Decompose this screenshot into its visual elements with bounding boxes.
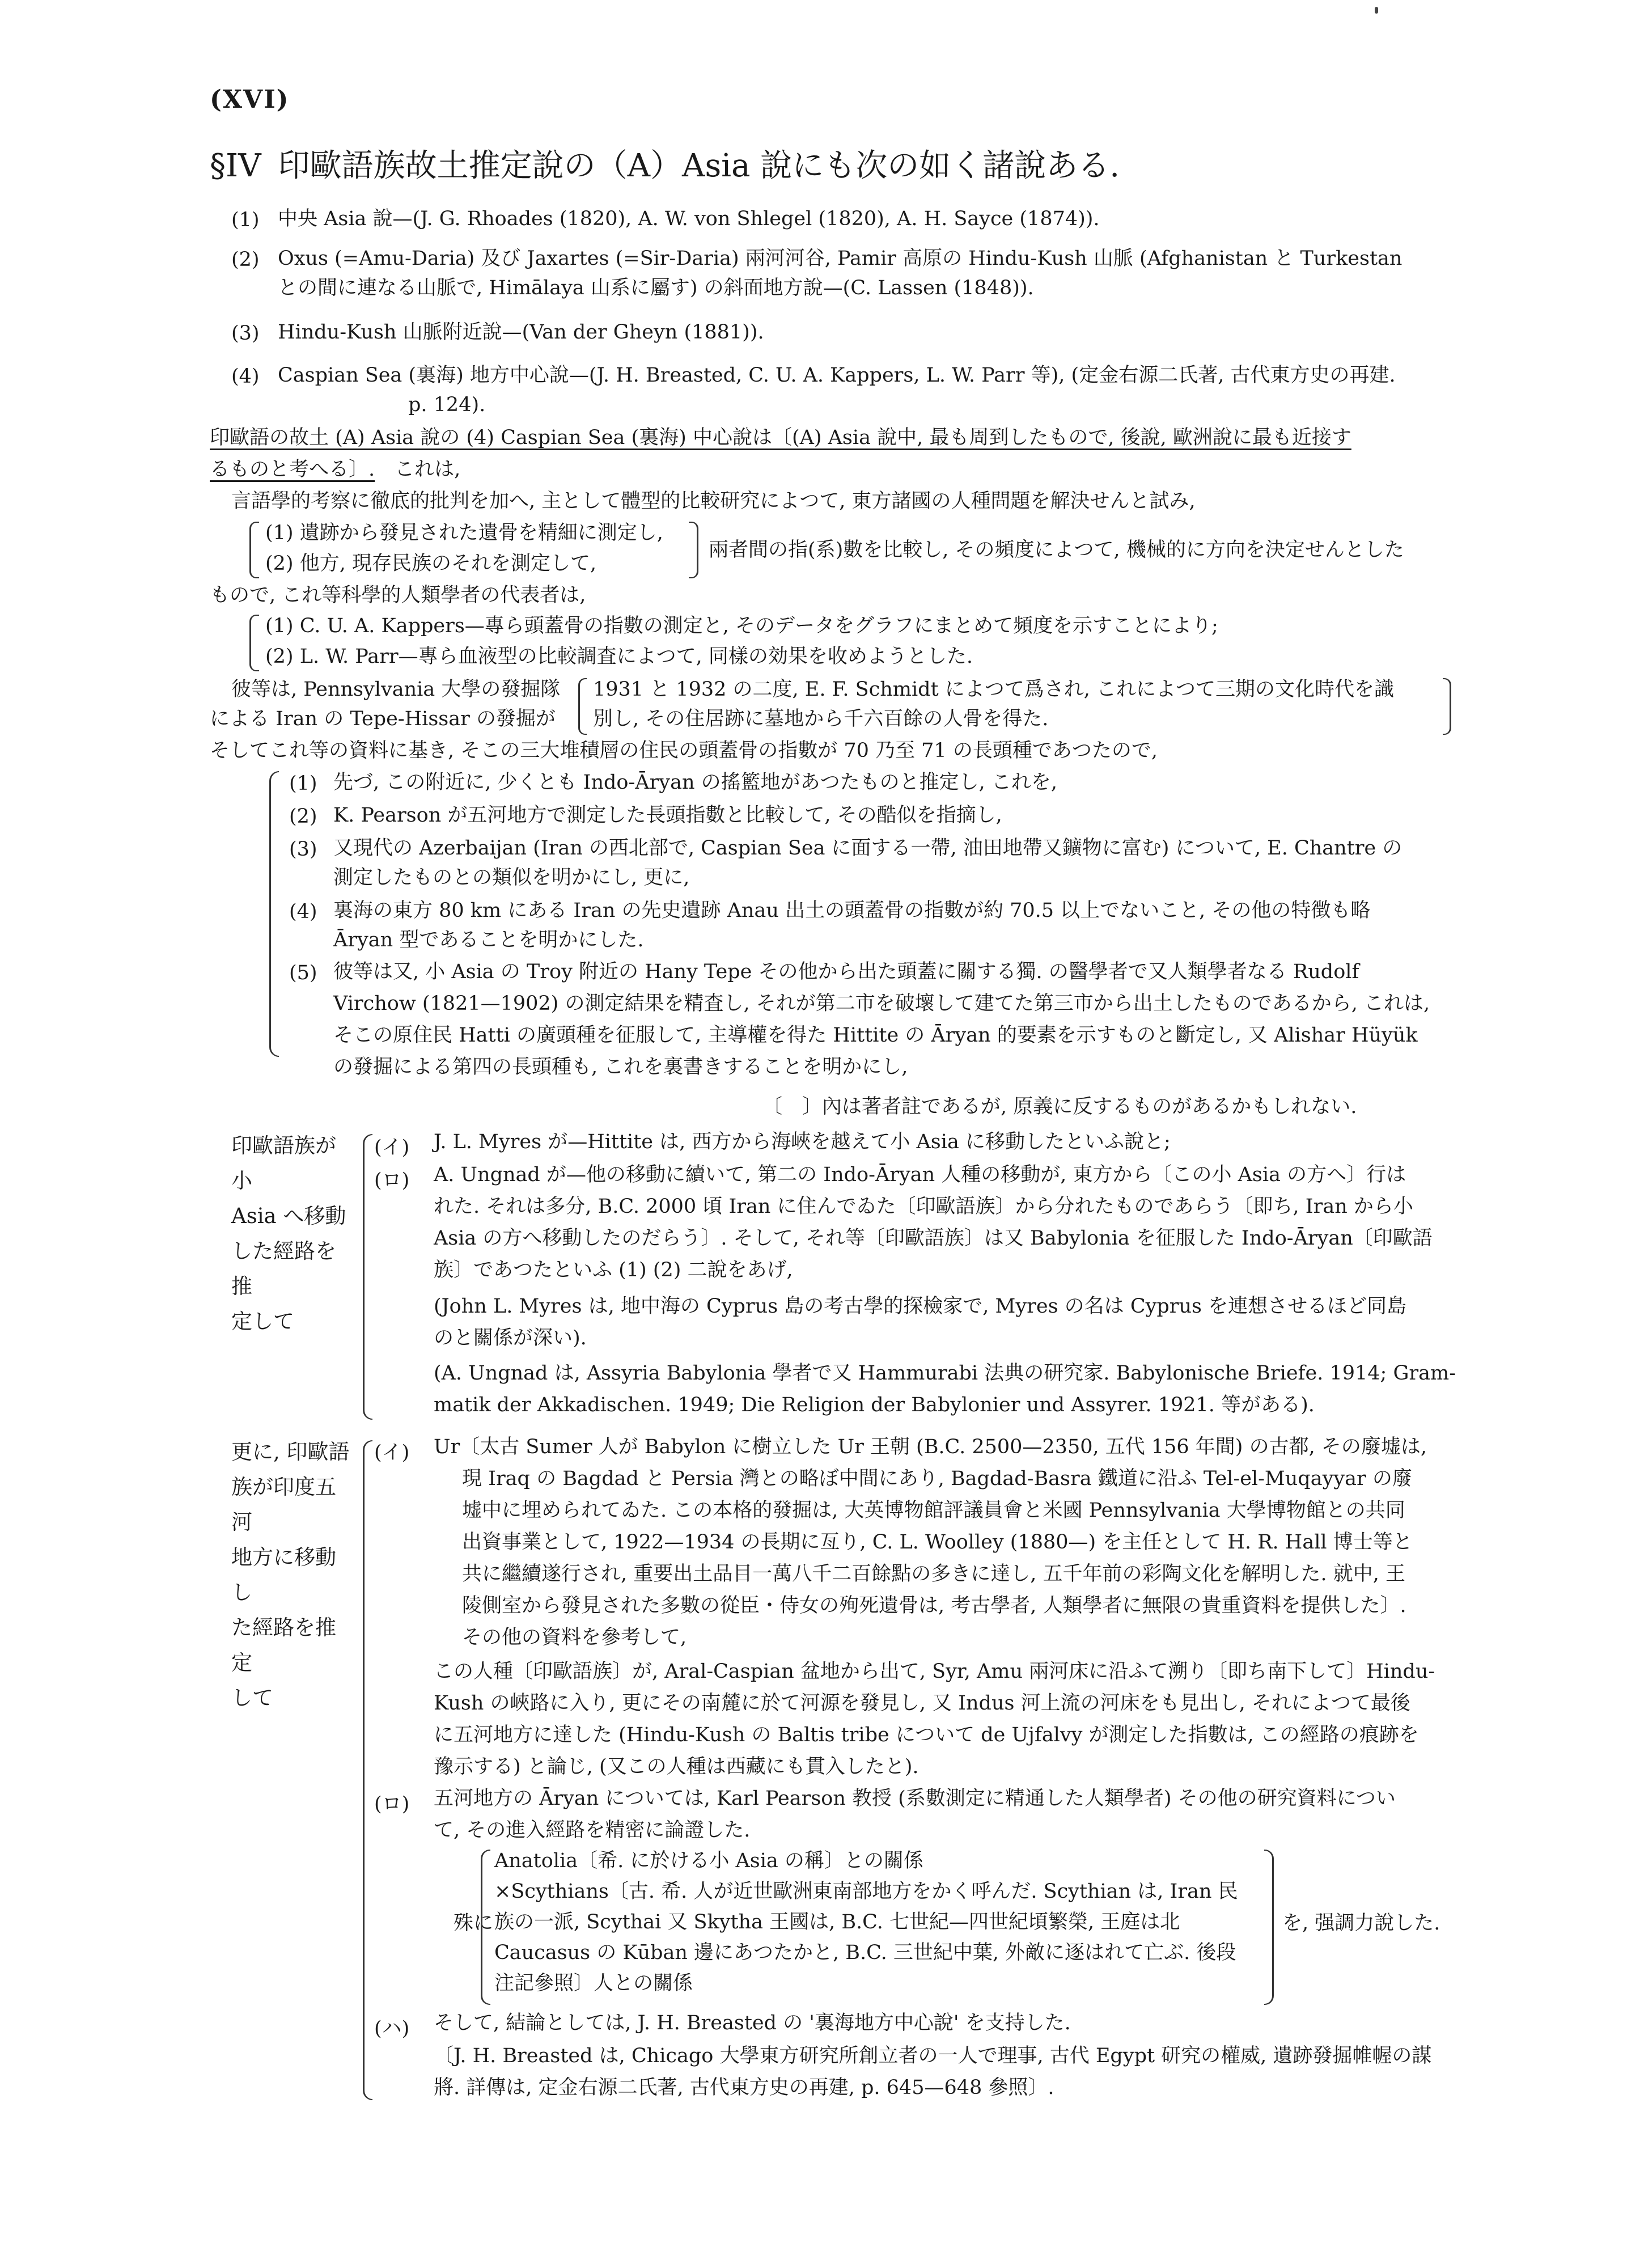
theory-number: (1) <box>231 209 260 231</box>
side-label-line: 族が印度五河 <box>231 1475 336 1534</box>
finding-text: そこの原住民 Hatti の廣頭種を征服して, 主導權を得た Hittite の Āryan 的要素を示すものと斷定し, 又 Alishar Hüyük <box>333 1024 1418 1047</box>
side-label-india <box>231 1435 350 1716</box>
section-heading <box>210 141 1457 186</box>
ur-line: 出資事業として, 1922—1934 の長期に亙り, C. L. Woolley (1880—) を主任として H. R. Hall 博士等と <box>462 1531 1413 1554</box>
finding-number: (4) <box>289 900 317 923</box>
finding-text: の發掘による第四の長頭種も, これを裏書きすることを明かにし, <box>333 1056 908 1078</box>
left-brace <box>249 615 259 671</box>
side-label-line: して <box>231 1686 273 1710</box>
excavation-right: 1931 と 1932 の二度, E. F. Schmidt によつて爲され, これによつて三期の文化時代を識 <box>593 678 1395 701</box>
ur-line: 共に繼續遂行され, 重要出土品目一萬八千二百餘點の多きに達し, 五千年前の彩陶文化を解明した. 就中, 王 <box>462 1563 1406 1585</box>
left-brace <box>481 1850 490 2005</box>
finding-text: 裏海の東方 80 km にある Iran の先史遺跡 Anau 出土の頭蓋骨の指數が約 70.5 以上でないこと, その他の特徴も略 <box>333 899 1371 922</box>
theory-text: Hindu-Kush 山脈附近說—(Van der Gheyn (1881)). <box>278 321 764 344</box>
ur-line: 墟中に埋められてゐた. この本格的發掘は, 大英博物館評議員會と米國 Pennsylvania 大學博物館との共同 <box>462 1499 1405 1522</box>
note-line: (A. Ungnad は, Assyria Babylonia 學者で又 Hammurabi 法典の研究家. Babylonische Briefe. 1914; Gram- <box>434 1362 1456 1385</box>
theory-text: p. 124). <box>408 393 486 416</box>
representative: (1) C. U. A. Kappers—專ら頭蓋骨の指數の測定と, そのデータをグラフにまとめて頻度を示すことにより; <box>265 615 1218 637</box>
excavation-left: 彼等は, Pennsylvania 大學の發掘隊 <box>231 678 561 701</box>
theory-number: (3) <box>231 322 260 345</box>
asia-minor-brace <box>363 1134 372 1420</box>
route-line: 豫示する) と論じ, (又この人種は西藏にも貫入したと). <box>434 1755 919 1778</box>
ur-line: Ur〔太古 Sumer 人が Babylon に樹立した Ur 王朝 (B.C. 2500—2350, 五代 156 年間) の古都, その廢墟は, <box>434 1436 1427 1458</box>
side-label-line: 印歐語族が小 <box>231 1133 336 1193</box>
method-intro: 言語學的考察に徹底的批判を加へ, 主として體型的比較研究によつて, 東方諸國の人種問題を解決せんと試み, <box>231 490 1196 513</box>
side-label-line: た經路を推定 <box>231 1615 336 1675</box>
representative: (2) L. W. Parr—專ら血液型の比較調査によつて, 同樣の効果を收めようとした. <box>265 645 973 668</box>
editor-note: 〔 〕內は著者註であるが, 原義に反するものがあるかもしれない. <box>762 1095 1357 1118</box>
right-brace <box>1443 678 1451 735</box>
finding-text: 先づ, この附近に, 少くとも Indo-Āryan の搖籃地があつたものと推定し, これを, <box>333 771 1057 794</box>
side-label-line: Asia へ移動 <box>231 1204 346 1228</box>
ur-line: その他の資料を參考して, <box>462 1626 687 1649</box>
basis-line: そしてこれ等の資料に基き, そこの三大堆積層の住民の頭蓋骨の指數が 70 乃至 71 の長頭種であつたので, <box>210 739 1158 762</box>
ur-line: 現 Iraq の Bagdad と Persia 灣との略ぼ中間にあり, Bagdad-Basra 鐵道に沿ふ Tel-el-Muqayyar の廢 <box>462 1467 1412 1490</box>
method-conclusion: 兩者間の指(系)數を比較し, その頻度によつて, 機械的に方向を決定せんとした <box>709 539 1404 561</box>
item-text: J. L. Myres が—Hittite は, 西方から海峽を越えて小 Asia に移動したといふ說と; <box>434 1131 1171 1153</box>
theory-text: Oxus (=Amu-Daria) 及び Jaxartes (=Sir-Daria) 兩河河谷, Pamir 高原の Hindu-Kush 山脈 (Afghanistan と Turkestan <box>278 247 1403 270</box>
summary-line: 印歐語の故土 (A) Asia 說の (4) Caspian Sea (裏海) 中心說は〔(A) Asia 說中, 最も周到したもので, 後說, 歐洲說に最も近接す <box>210 426 1351 449</box>
excavation-right: 別し, その住居跡に墓地から千六百餘の人骨を得た. <box>593 708 1049 730</box>
theory-number: (2) <box>231 248 260 271</box>
side-label-line: 地方に移動し <box>231 1545 336 1605</box>
finding-number: (1) <box>289 772 317 795</box>
ur-line: 陵側室から發見された多數の從臣・侍女の殉死遺骨は, 考古學者, 人類學者に無限の貴重資料を提供した〕. <box>462 1594 1406 1617</box>
side-label-asia-minor <box>231 1128 350 1339</box>
method-item: (1) 遺跡から發見された遺骨を精細に測定し, <box>265 522 663 544</box>
theory-text: Caspian Sea (裏海) 地方中心說—(J. H. Breasted, C. U. A. Kappers, L. W. Parr 等), (定金右源二氏著, 古代東方史の再建. <box>278 364 1396 387</box>
summary-tail: これは, <box>395 458 461 481</box>
item-marker: (ロ) <box>374 1169 410 1192</box>
item-text: Asia の方へ移動したのだらう〕. そして, それ等〔印歐語族〕は又 Babylonia を征服した Indo-Āryan〔印歐語 <box>434 1227 1433 1250</box>
side-label-line: した經路を推 <box>231 1239 336 1298</box>
finding-text: 測定したものとの類似を明かにし, 更に, <box>333 866 690 889</box>
item-marker: (イ) <box>374 1441 410 1464</box>
note-line: matik der Akkadischen. 1949; Die Religion der Babylonier und Assyrer. 1921. 等がある). <box>434 1394 1315 1416</box>
route-line: Kush の峽路に入り, 更にその南麓に於て河源を發見し, 又 Indus 河上流の河床をも見出し, それによつて最後 <box>434 1692 1410 1715</box>
route-line: に五河地方に達した (Hindu-Kush の Baltis tribe について de Ujfalvy が測定した指數は, この經路の痕跡を <box>434 1724 1419 1746</box>
special-prefix: 殊に <box>454 1912 494 1935</box>
special-line: 族の一派, Scythai 又 Skytha 王國は, B.C. 七世紀—四世紀頃繁榮, 王庭は北 <box>494 1911 1180 1933</box>
section-number: §IV <box>210 147 261 184</box>
item-text: 族〕であつたといふ (1) (2) 二說をあげ, <box>434 1259 793 1281</box>
left-brace <box>249 522 259 578</box>
special-line: 注記參照〕人との關係 <box>494 1972 693 1995</box>
finding-text: K. Pearson が五河地方で測定した長頭指數と比較して, その酷似を指摘し, <box>333 804 1002 827</box>
special-line: Anatolia〔希. に於ける小 Asia の稱〕との關係 <box>494 1850 923 1872</box>
theory-text: 中央 Asia 說—(J. G. Rhoades (1820), A. W. von Shlegel (1820), A. H. Sayce (1874)). <box>278 208 1100 230</box>
finding-text: 彼等は又, 小 Asia の Troy 附近の Hany Tepe その他から出た頭蓋に關する獨. の醫學者で又人類學者なる Rudolf <box>333 960 1359 983</box>
theory-text: との間に連なる山脈で, Himālaya 山系に屬す) の斜面地方說—(C. Lassen (1848)). <box>278 277 1034 299</box>
item-text: れた. それは多分, B.C. 2000 頃 Iran に住んでゐた〔印歐語族〕から分れたものであらう〔即ち, Iran から小 <box>434 1195 1413 1218</box>
item-text: A. Ungnad が—他の移動に續いて, 第二の Indo-Āryan 人種の移動が, 東方から〔この小 Asia の方へ〕行は <box>434 1163 1406 1186</box>
finding-text: Āryan 型であることを明かにした. <box>333 929 644 951</box>
special-suffix: を, 强調力說した. <box>1282 1912 1440 1935</box>
side-label-line: 定して <box>231 1309 294 1334</box>
method-item: (2) 他方, 現存民族のそれを測定して, <box>265 552 597 575</box>
special-line: Caucasus の Kūban 邊にあつたかと, B.C. 三世紀中葉, 外敵に逐はれて亡ぶ. 後段 <box>494 1941 1236 1964</box>
item-text: 〔J. H. Breasted は, Chicago 大學東方研究所創立者の一人で理事, 古代 Egypt 研究の權威, 遺跡發掘帷幄の謀 <box>434 2045 1432 2067</box>
excavation-left: による Iran の Tepe-Hissar の發掘が <box>210 708 556 730</box>
finding-number: (2) <box>289 805 317 828</box>
method-closing: もので, これ等科學的人類學者の代表者は, <box>210 584 586 607</box>
note-line: のと關係が深い). <box>434 1327 587 1349</box>
summary-line-wrap <box>210 457 460 482</box>
left-brace <box>578 678 587 735</box>
item-text: 將. 詳傳は, 定金右源二氏著, 古代東方史の再建, p. 645—648 參照〕. <box>434 2076 1054 2099</box>
finding-text: 又現代の Azerbaijan (Iran の西北部で, Caspian Sea に面する一帶, 油田地帶又鑛物に富む) について, E. Chantre の <box>333 837 1403 860</box>
finding-number: (3) <box>289 838 317 861</box>
finding-number: (5) <box>289 962 317 984</box>
section-title: 印歐語族故土推定說の（A）Asia 說にも次の如く諸說ある. <box>278 147 1120 184</box>
item-text: そして, 結論としては, J. H. Breasted の '裏海地方中心說' を支持した. <box>434 2012 1071 2034</box>
item-marker: (ハ) <box>374 2017 410 2040</box>
ink-speck <box>1375 7 1378 14</box>
page-number: (XVI) <box>210 85 290 114</box>
item-marker: (ロ) <box>374 1793 410 1816</box>
item-marker: (イ) <box>374 1136 410 1159</box>
findings-brace <box>269 771 279 1057</box>
theory-number: (4) <box>231 365 260 388</box>
summary-line: るものと考へる〕. <box>210 458 375 481</box>
note-line: (John L. Myres は, 地中海の Cyprus 島の考古學的探檢家で, Myres の名は Cyprus を連想させるほど同島 <box>434 1295 1407 1318</box>
route-line: この人種〔印歐語族〕が, Aral-Caspian 盆地から出て, Syr, Amu 兩河床に沿ふて溯り〔即ち南下して〕Hindu- <box>434 1660 1435 1683</box>
right-brace <box>1264 1850 1274 2005</box>
side-label-line: 更に, 印歐語 <box>231 1440 350 1464</box>
special-line: ×Scythians〔古. 希. 人が近世歐洲東南部地方をかく呼んだ. Scythian は, Iran 民 <box>494 1880 1238 1903</box>
india-brace <box>363 1440 372 2100</box>
finding-text: Virchow (1821—1902) の測定結果を精査し, それが第二市を破壞して建てた第三市から出土したものであるから, これは, <box>333 992 1430 1015</box>
right-brace <box>689 522 698 578</box>
item-text: て, その進入經路を精密に論證した. <box>434 1819 751 1842</box>
item-text: 五河地方の Āryan については, Karl Pearson 教授 (系數測定に精通した人類學者) その他の研究資料につい <box>434 1787 1396 1810</box>
